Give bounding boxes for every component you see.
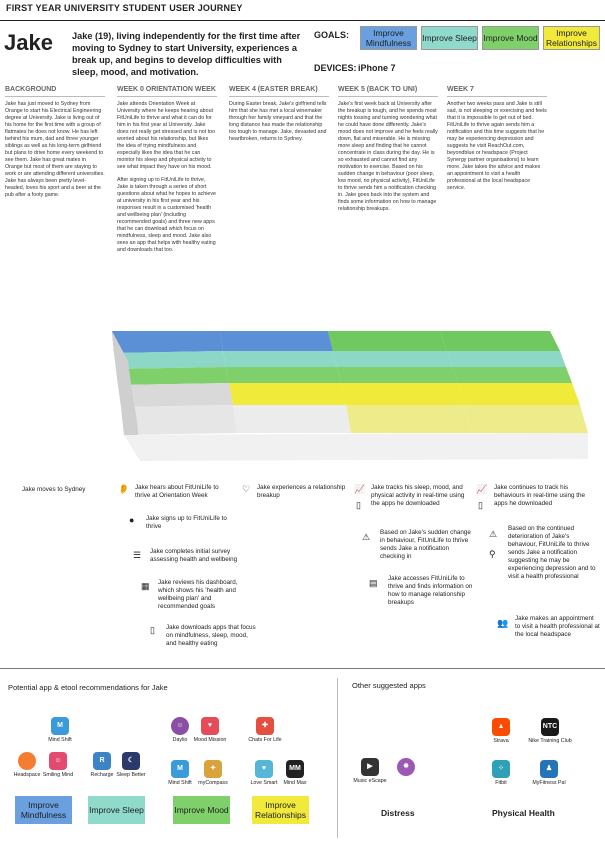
persona-name: Jake — [4, 30, 53, 55]
event-survey: Jake completes initial survey assessing health and wellbeing — [150, 548, 238, 563]
persona-description: Jake (19), living independently for the first time after moving to Sydney to start University, experiences a break up, and begins to develop difficulties with sleep, mood, and motivation. — [72, 31, 301, 77]
app-name: Love Smart — [250, 780, 278, 786]
tile-rel-week4 — [229, 383, 346, 405]
event-continues: Jake continues to track his behaviours in real-time using the apps he downloaded — [494, 484, 586, 507]
tile-mood-week7b — [452, 367, 572, 383]
daylio-icon: ☺ — [171, 717, 189, 735]
phase-body — [447, 101, 547, 192]
chatsforlife-icon: ✚ — [256, 717, 274, 735]
devices-label: DEVICES: — [314, 63, 357, 73]
list-icon: ☰ — [133, 550, 142, 560]
event-accesses: Jake accesses FitUniLife to thrive and finds information on how to manage relationship breakups — [388, 575, 473, 606]
app-daylio[interactable] — [163, 717, 197, 743]
app-sleepbetter[interactable] — [114, 752, 148, 778]
app-mindmax[interactable] — [278, 760, 312, 786]
page-title: FIRST YEAR UNIVERSITY STUDENT USER JOURNEY — [6, 3, 243, 13]
app-name: MyFitness Pal — [532, 780, 566, 786]
tile-rel-week0 — [118, 383, 233, 407]
journey-band — [0, 321, 605, 481]
faq-icon: ▤ — [369, 578, 378, 588]
ear-icon: 👂 — [118, 484, 130, 494]
phase-paragraph: During Easter break, Jake's girlfriend tells him that she has met a local winemaker through her family vineyard and that the long distance has made the relationship too tough to manage. Jake, devasted and heartbroken, returns to Sydney. — [229, 101, 327, 142]
event-tracks: Jake tracks his sleep, mood, and physical activity in real-time using the apps he downloaded — [371, 484, 465, 507]
app-mindshift[interactable] — [43, 717, 77, 743]
app-ntc[interactable] — [522, 718, 578, 744]
tile-mood-week0 — [116, 367, 229, 385]
tile-sleep-week0 — [114, 351, 226, 369]
mindshift-icon: M — [171, 760, 189, 778]
app-mycompass[interactable] — [196, 760, 230, 786]
app-name: Strava — [493, 738, 509, 744]
app-name: Mind Max — [283, 780, 307, 786]
event-notification2: Based on the continued deterioration of Jake's behaviour, FitUniLife to thrive sends Jake a notification suggesting he may be experiencing depression and to visit a health professional — [508, 525, 596, 580]
phase-body — [338, 101, 438, 213]
person-icon: ● — [129, 515, 135, 525]
tile-mood-week5 — [328, 331, 447, 351]
app-name: Fitbit — [495, 780, 507, 786]
goal-relationships: Improve Relationships — [543, 26, 600, 50]
recharge-icon: R — [93, 752, 111, 770]
sleepbetter-icon: ☾ — [122, 752, 140, 770]
event-notification1: Based on Jake's sudden change in behaviour, FitUniLife to thrive sends Jake a notification checking in — [380, 529, 471, 560]
tile-rel-week5 — [341, 383, 464, 405]
fitbit-icon: ⁘ — [492, 760, 510, 778]
phase-body — [117, 101, 217, 254]
title-rule — [0, 20, 605, 21]
app-myfitnesspal[interactable] — [524, 760, 574, 786]
smilingmind-icon: ☺ — [49, 752, 67, 770]
app-lovesmart[interactable] — [247, 760, 281, 786]
band-base — [124, 433, 588, 461]
category-sleep: Improve Sleep — [88, 796, 145, 824]
tile-mood-week5b — [337, 367, 458, 383]
app-smilingmind[interactable] — [41, 752, 75, 778]
mycompass-icon: ✦ — [204, 760, 222, 778]
app-name: myCompass — [198, 780, 228, 786]
event-downloads: Jake downloads apps that focus on mindfulness, sleep, mood, and healthy eating — [166, 624, 256, 647]
tile-base-week5 — [346, 405, 471, 433]
phase-title: WEEK 4 (EASTER BREAK) — [229, 86, 329, 97]
tile-sleep-week5 — [333, 351, 452, 367]
myfitnesspal-icon: ♟ — [540, 760, 558, 778]
tile-mindfulness-week0 — [112, 331, 223, 353]
devices-value: iPhone 7 — [358, 63, 396, 73]
phase-week5 — [338, 86, 438, 219]
moodmission-icon: ♥ — [201, 717, 219, 735]
phase-paragraph: Jake's first week back at University after the breakup is tough, and he spends most nights tossing and turning wondering what he could have done differently. Jake's mood does not improve and he feels really down, flat and miserable. He is missing more sleep and finding that he cannot concentrate in class during the day. He is so exhausted and cannot find any motivation to exercise. Based on his sudden change in behaviour (poor sleep, low mood, no physical activity), FitUniLife to thrive sends him a notification checking in. Jake goes back into the system and finds some information on how to manage relationship breakups. — [338, 101, 438, 212]
app-name: Music eScape — [353, 778, 387, 784]
tile-sleep-week7 — [447, 351, 566, 367]
tile-base-week4 — [233, 405, 351, 433]
person-search-icon: ⚲ — [489, 549, 496, 559]
superbetter-icon: ✸ — [397, 758, 415, 776]
ntc-icon: NTC — [541, 718, 559, 736]
phase-body — [229, 101, 329, 143]
phase-body — [5, 101, 105, 199]
app-name: Smiling Mind — [42, 772, 74, 778]
event-signs-up: Jake signs up to FitUniLife to thrive — [146, 515, 227, 530]
phase-paragraph: Jake has just moved to Sydney from Orange to start his Electrical Engineering degree at University. Jake is living out of his home for the first time with a group of flatmates he does not know. He has left behind his mum, dad and three younger siblings as well as his long-term girlfriend but plans to drive home every weekend to see them. Jake has great mates in Orange but most of them are staying to work or are attending different universities. Jake has always been pretty level-headed, loves his sport and a beer at the pub after a footy game. — [5, 101, 105, 198]
mindmax-icon: MM — [286, 760, 304, 778]
phase-week7 — [447, 86, 547, 198]
phase-paragraph: Another two weeks pass and Jake is still sad, is not sleeping or exercising and feels that it is impossible to get out of bed. FitUniLife to thrive again sends him a notification and this time suggests that he may be experiencing depression and suggests he visit ReachOut.com, beyondblue or headspace (Project Synergy partner organisations) to learn more. Jake takes the advice and makes an appointment to visit a health professional at the local headspace service. — [447, 101, 547, 191]
event-hears: Jake hears about FitUniLife to thrive at Orientation Week — [135, 484, 219, 499]
phone-icon: ▯ — [478, 500, 483, 510]
chart-icon: 📈 — [476, 484, 488, 494]
goal-sleep: Improve Sleep — [421, 26, 478, 50]
phase-week0 — [117, 86, 217, 260]
app-name: Headspace — [13, 772, 41, 778]
warning-icon: ⚠ — [362, 532, 371, 542]
tile-base-week0 — [121, 405, 237, 435]
phase-title: WEEK 0 ORIENTATION WEEK — [117, 86, 217, 97]
event-breakup: Jake experiences a relationship breakup — [257, 484, 346, 499]
headspace-icon — [18, 752, 36, 770]
phase-title: WEEK 7 — [447, 86, 547, 97]
app-fitbit[interactable] — [484, 760, 518, 786]
app-name: Chats For Life — [248, 737, 282, 743]
lovesmart-icon: ♥ — [255, 760, 273, 778]
goal-mindfulness: Improve Mindfulness — [360, 26, 417, 50]
section-divider — [0, 668, 605, 669]
app-name: Mind Shift — [48, 737, 72, 743]
tile-mood-week7 — [440, 331, 560, 351]
app-chatsforlife[interactable] — [248, 717, 282, 743]
event-appointment: Jake makes an appointment to visit a health professional at the local headspace — [515, 615, 600, 638]
people-icon: 👥 — [497, 618, 509, 628]
app-superbetter[interactable] — [389, 758, 423, 778]
app-strava[interactable] — [484, 718, 518, 744]
event-dashboard: Jake reviews his dashboard, which shows his 'health and wellbeing plan' and recommended goals — [158, 579, 238, 610]
app-moodmission[interactable] — [193, 717, 227, 743]
musicescape-icon: ▶ — [361, 758, 379, 776]
app-name: Nike Training Club — [528, 738, 572, 744]
strava-icon: ▲ — [492, 718, 510, 736]
phase-paragraph: Jake attends Orientation Week at University where he keeps hearing about FitUniLife to thrive and what it can do for him in his first year at University. Jake does not really get stressed and is not too worried about his relationship, but likes the idea of trying mindfulness and especially likes the idea that he can monitor his sleep and physical activity to see what impact they have on his mood. — [117, 101, 216, 170]
category-relationships: Improve Relationships — [252, 796, 309, 824]
phase-background — [5, 86, 105, 205]
category-mood: Improve Mood — [173, 796, 230, 824]
tile-mindfulness-week4 — [220, 331, 333, 351]
app-name: Recharge — [90, 772, 114, 778]
app-headspace[interactable] — [10, 752, 44, 778]
tile-mood-week4 — [226, 367, 341, 383]
app-name: Daylio — [172, 737, 188, 743]
event-moves: Jake moves to Sydney — [22, 486, 86, 493]
app-name: Mood Mission — [193, 737, 227, 743]
goal-mood: Improve Mood — [482, 26, 539, 50]
phone-icon: ▯ — [150, 625, 155, 635]
phase-title: BACKGROUND — [5, 86, 105, 97]
mindshift-icon: M — [51, 717, 69, 735]
recommendations-heading: Potential app & etool recommendations for Jake — [8, 683, 168, 692]
warning-icon: ⚠ — [489, 529, 498, 539]
category-distress: Distress — [381, 808, 415, 818]
heart-broken-icon: ♡ — [242, 484, 251, 494]
app-mindshift-mood[interactable] — [163, 760, 197, 786]
dashboard-icon: ▦ — [141, 581, 150, 591]
tile-base-week7 — [464, 405, 588, 433]
phase-title: WEEK 5 (BACK TO UNI) — [338, 86, 438, 97]
category-physical-health: Physical Health — [492, 808, 555, 818]
other-heading: Other suggested apps — [352, 681, 426, 690]
phase-week4 — [229, 86, 329, 149]
tile-sleep-week4 — [223, 351, 337, 367]
vertical-divider — [337, 678, 338, 838]
app-name: Sleep Better — [116, 772, 146, 778]
title-bar — [0, 0, 605, 22]
category-mindfulness: Improve Mindfulness — [15, 796, 72, 824]
goals-label: GOALS: — [314, 30, 349, 40]
app-name: Mind Shift — [168, 780, 192, 786]
chart-icon: 📈 — [354, 484, 366, 494]
phone-icon: ▯ — [356, 500, 361, 510]
tile-rel-week7 — [458, 383, 580, 405]
app-musicescape[interactable] — [353, 758, 387, 784]
phase-paragraph: After signing up to FitUniLife to thrive, Jake is taken through a series of short questions about what he hopes to achieve at university in his first year and his responses result in a customised 'health and wellbeing plan' (including recommended goals) and three new apps that he can download which focus on mindfulness, sleep and mood. Jake also sees an app that helps with healthy eating and downloads that too. — [117, 177, 216, 253]
